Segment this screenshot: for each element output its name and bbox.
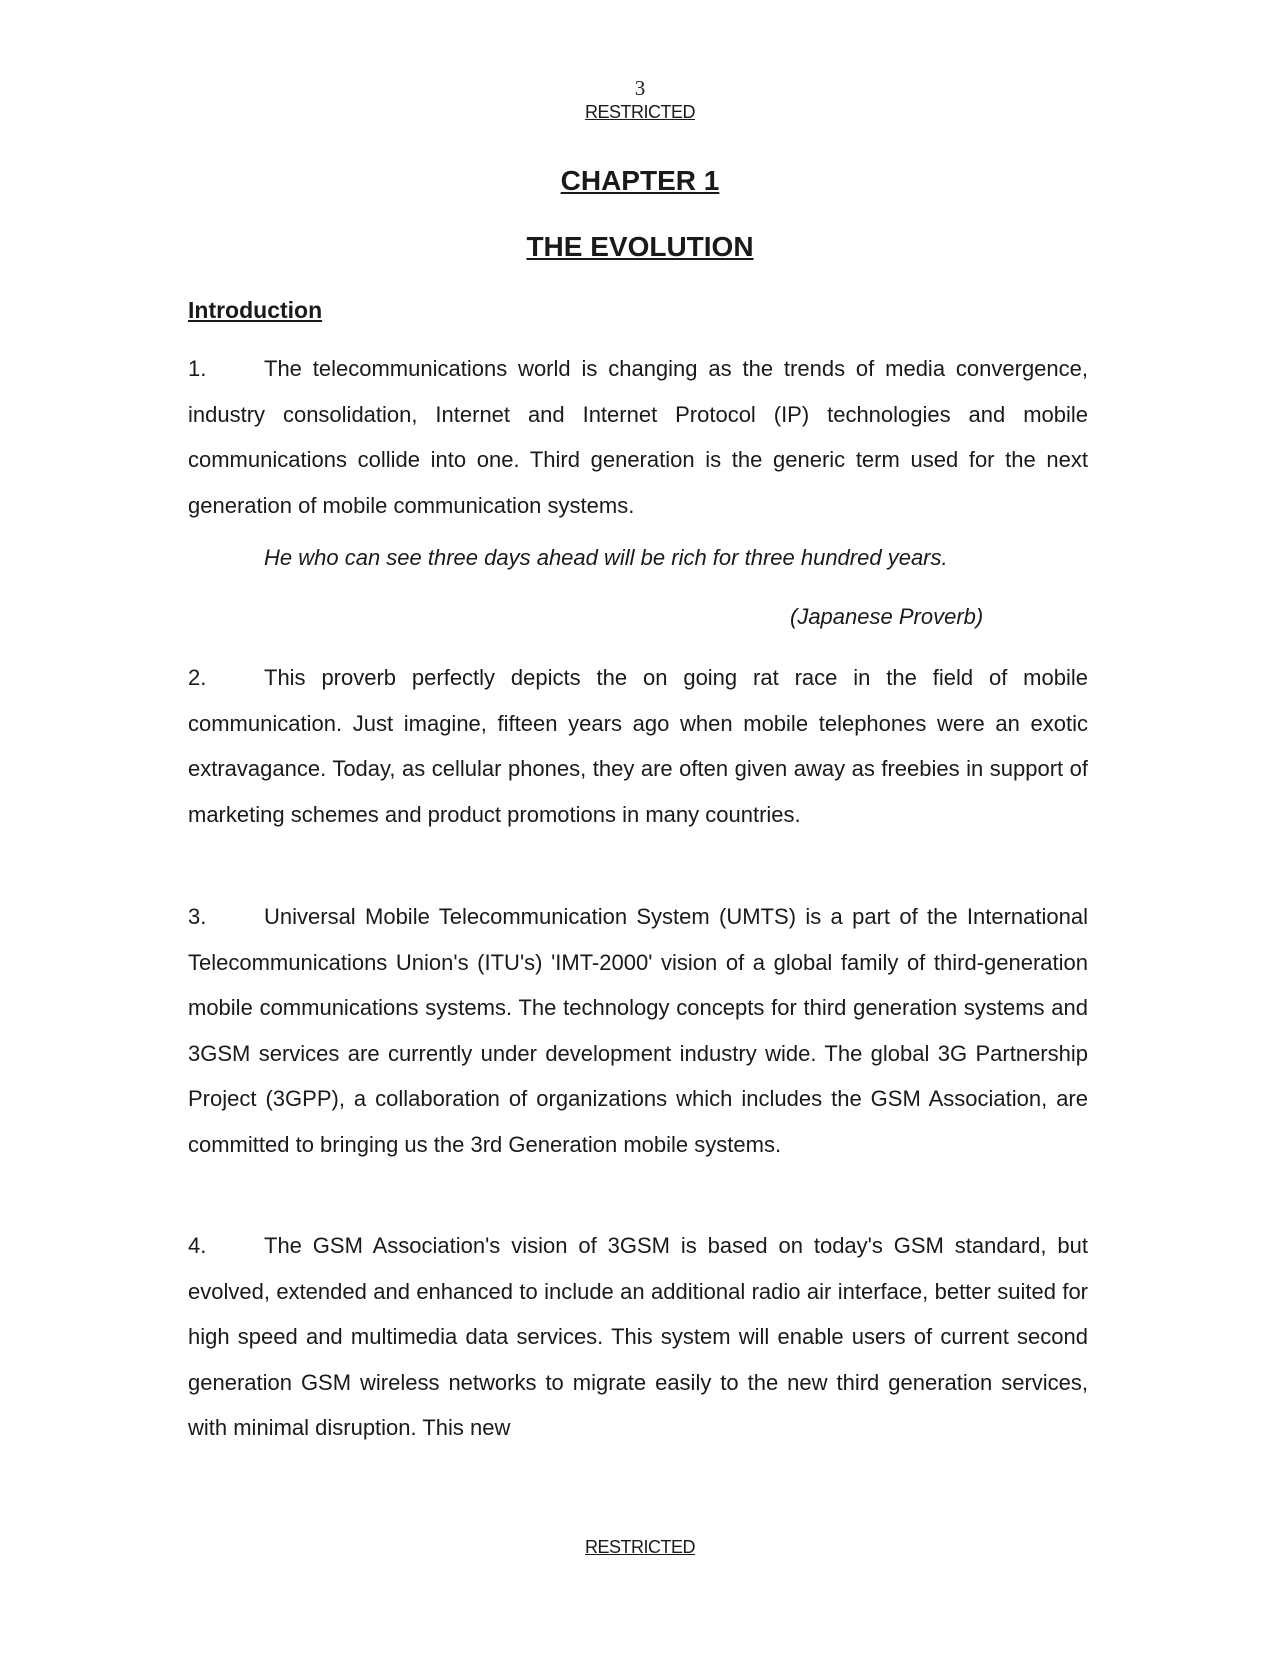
chapter-title: THE EVOLUTION xyxy=(526,231,754,262)
paragraph-text: This proverb perfectly depicts the on going rat race in the field of mobile communication. Just imagine, fifteen years ago when mobile telephones were an exotic extravagance. Today, as cellular phones, they are often given away as freebies in support of marketing schemes and product promotions in many countries. xyxy=(188,665,1088,827)
paragraph-number: 2. xyxy=(188,665,207,690)
paragraph-number: 4. xyxy=(188,1233,207,1258)
paragraph-4 xyxy=(188,1223,1088,1451)
paragraph-number: 1. xyxy=(188,356,207,381)
chapter-label: CHAPTER 1 xyxy=(560,165,720,196)
proverb-attribution: (Japanese Proverb) xyxy=(790,604,984,629)
paragraph-number: 3. xyxy=(188,904,207,929)
paragraph-3 xyxy=(188,894,1088,1167)
paragraph-2 xyxy=(188,655,1088,837)
paragraph-text: The GSM Association's vision of 3GSM is based on today's GSM standard, but evolved, extended and enhanced to include an additional radio air interface, better suited for high speed and multimedia data services. This system will enable users of current second generation GSM wireless networks to migrate easily to the new third generation services, with minimal disruption. This new xyxy=(188,1233,1088,1440)
proverb-quote: He who can see three days ahead will be rich for three hundred years. xyxy=(264,545,948,570)
header-classification: RESTRICTED xyxy=(584,102,695,122)
paragraph-text: Universal Mobile Telecommunication System (UMTS) is a part of the International Telecommunications Union's (ITU's) 'IMT-2000' vision of a global family of third-generation mobile communications systems. The technology concepts for third generation systems and 3GSM services are currently under development industry wide. The global 3G Partnership Project (3GPP), a collaboration of organizations which includes the GSM Association, are committed to bringing us the 3rd Generation mobile systems. xyxy=(188,904,1088,1157)
paragraph-1 xyxy=(188,346,1088,528)
page-number: 3 xyxy=(634,76,646,100)
section-heading: Introduction xyxy=(188,297,323,323)
paragraph-text: The telecommunications world is changing as the trends of media convergence, industry consolidation, Internet and Internet Protocol (IP) technologies and mobile communications collide into one. Third generation is the generic term used for the next generation of mobile communication systems. xyxy=(188,356,1088,518)
footer-classification: RESTRICTED xyxy=(584,1537,695,1557)
